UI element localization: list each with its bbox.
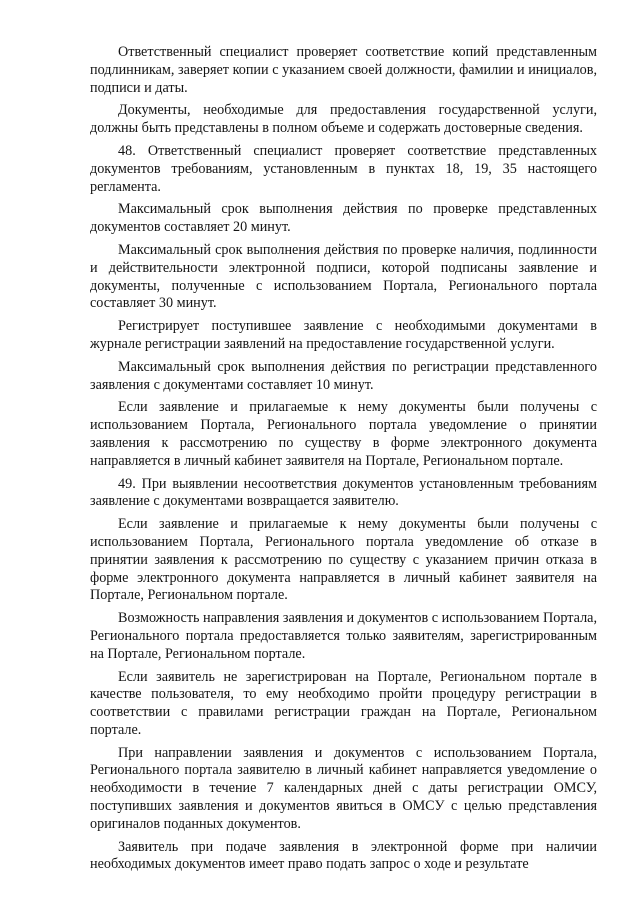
paragraph-registration-time: Максимальный срок выполнения действия по регистрации представленного заявления с документами составляет 10 минут. xyxy=(90,358,597,393)
paragraph-refusal-notice: Если заявление и прилагаемые к нему документы были получены с использованием Портала, Регионального портала уведомление об отказе в принятии заявления к рассмотрению по существу с указанием причин отказа в форме электронного документа направляется в личный кабинет заявителя на Портале, Региональном портале. xyxy=(90,516,597,604)
paragraph-signature-check-time: Максимальный срок выполнения действия по проверке наличия, подлинности и действительности электронной подписи, которой подписаны заявление и документы, полученные с использованием Портала, Регионального портала составляет 30 минут. xyxy=(90,241,597,312)
paragraph-portal-availability: Возможность направления заявления и документов с использованием Портала, Регионального портала предоставляется только заявителям, зарегистрированным на Портале, Региональном портале. xyxy=(90,610,597,662)
paragraph-acceptance-notice: Если заявление и прилагаемые к нему документы были получены с использованием Портала, Регионального портала уведомление о принятии заявления к рассмотрению по существу в форме электронного документа направляется в личный кабинет заявителя на Портале, Региональном портале. xyxy=(90,399,597,469)
document-page xyxy=(90,44,597,879)
paragraph-originals-notice: При направлении заявления и документов с использованием Портала, Регионального портала заявителю в личный кабинет направляется уведомление о необходимости в течение 7 календарных дней с даты регистрации ОМСУ, поступивших заявления и документов явиться в ОМСУ с целью представления оригиналов поданных документов. xyxy=(90,744,597,832)
paragraph-portal-registration: Если заявитель не зарегистрирован на Портале, Региональном портале в качестве пользователя, то ему необходимо пройти процедуру регистрации в соответствии с правилами регистрации граждан на Портале, Региональном портале. xyxy=(90,668,597,738)
paragraph-status-request: Заявитель при подаче заявления в электронной форме при наличии необходимых документов имеет право подать запрос о ходе и результате xyxy=(90,838,597,873)
paragraph-documents-requirements: Документы, необходимые для предоставления государственной услуги, должны быть представлены в полном объеме и содержать достоверные сведения. xyxy=(90,102,597,137)
paragraph-copies-check: Ответственный специалист проверяет соответствие копий представленным подлинникам, заверяет копии с указанием своей должности, фамилии и инициалов, подписи и даты. xyxy=(90,44,597,96)
paragraph-registration: Регистрирует поступившее заявление с необходимыми документами в журнале регистрации заявлений на предоставление государственной услуги. xyxy=(90,318,597,352)
paragraph-item-48: 48. Ответственный специалист проверяет соответствие представленных документов требованиям, установленным в пунктах 18, 19, 35 настоящего регламента. xyxy=(90,142,597,195)
paragraph-item-49: 49. При выявлении несоответствия документов установленным требованиям заявление с документами возвращается заявителю. xyxy=(90,475,597,510)
paragraph-check-time: Максимальный срок выполнения действия по проверке представленных документов составляет 20 минут. xyxy=(90,201,597,236)
